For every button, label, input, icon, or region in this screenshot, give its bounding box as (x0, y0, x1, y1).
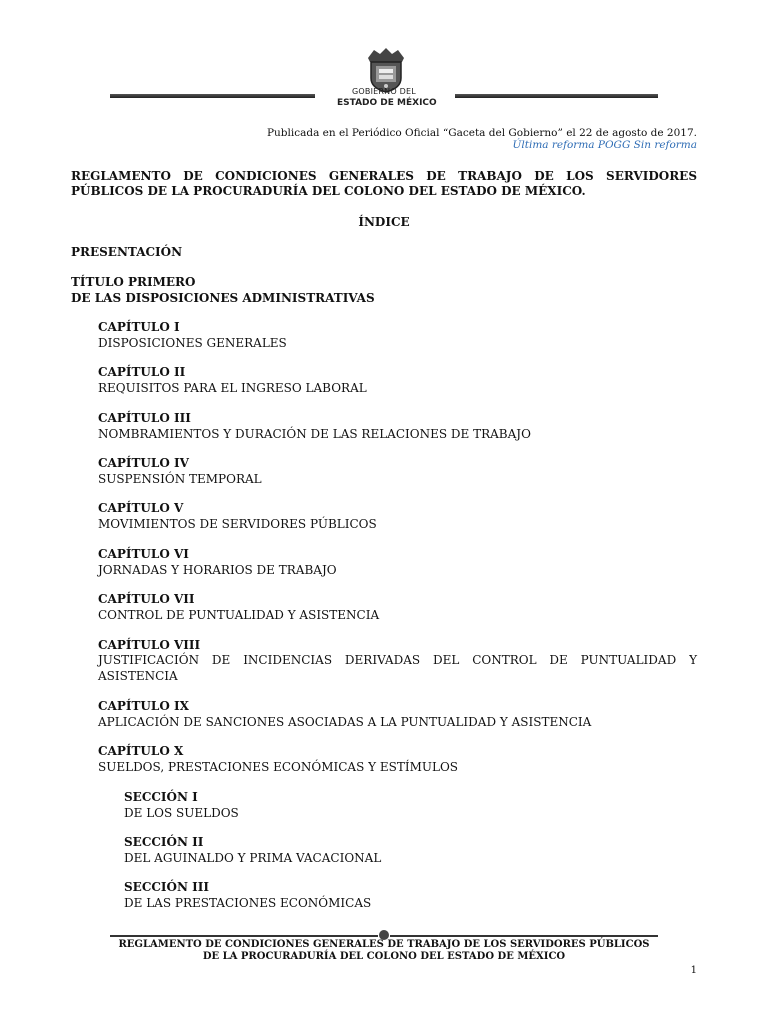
chapter-label: CAPÍTULO IX (98, 699, 189, 713)
section-label: SECCIÓN III (124, 880, 209, 894)
chapter-label: CAPÍTULO III (98, 411, 191, 425)
chapter-label: CAPÍTULO X (98, 744, 184, 758)
section-name: DE LOS SUELDOS (124, 806, 239, 820)
page-number: 1 (690, 965, 697, 976)
chapter-name: JORNADAS Y HORARIOS DE TRABAJO (98, 563, 337, 577)
chapter-name: JUSTIFICACIÓN DE INCIDENCIAS DERIVADAS DEL CONTROL DE PUNTUALIDAD Y ASISTENCIA (98, 653, 697, 683)
chapter-label: CAPÍTULO VIII (98, 638, 201, 652)
last-reform-note: Última reforma POGG Sin reforma (512, 139, 697, 151)
section-label: SECCIÓN II (124, 835, 204, 849)
chapter-label: CAPÍTULO IV (98, 456, 189, 470)
publication-note: Publicada en el Periódico Oficial “Gaceta del Gobierno” el 22 de agosto de 2017. (266, 127, 697, 139)
index-heading: ÍNDICE (358, 215, 410, 229)
chapter-label: CAPÍTULO V (98, 501, 184, 515)
chapter-name: REQUISITOS PARA EL INGRESO LABORAL (98, 381, 367, 395)
header-rule-right (455, 94, 658, 98)
section-name: DEL AGUINALDO Y PRIMA VACACIONAL (124, 851, 382, 865)
chapter-name: NOMBRAMIENTOS Y DURACIÓN DE LAS RELACIONES DE TRABAJO (98, 427, 531, 441)
footer-rule-right (390, 935, 658, 937)
chapter-label: CAPÍTULO I (98, 320, 180, 334)
chapter-label: CAPÍTULO VI (98, 547, 189, 561)
chapter-label: CAPÍTULO II (98, 365, 186, 379)
title-primero-name: DE LAS DISPOSICIONES ADMINISTRATIVAS (71, 291, 375, 305)
chapter-name: DISPOSICIONES GENERALES (98, 336, 287, 350)
title-primero-label: TÍTULO PRIMERO (71, 275, 196, 289)
chapter-name: APLICACIÓN DE SANCIONES ASOCIADAS A LA PUNTUALIDAD Y ASISTENCIA (98, 715, 592, 729)
chapter-name: CONTROL DE PUNTUALIDAD Y ASISTENCIA (98, 608, 380, 622)
document-title: REGLAMENTO DE CONDICIONES GENERALES DE TRABAJO DE LOS SERVIDORES PÚBLICOS DE LA PROCURADURÍA DEL COLONO DEL ESTADO DE MÉXICO. (71, 169, 697, 198)
chapter-name: SUELDOS, PRESTACIONES ECONÓMICAS Y ESTÍMULOS (98, 760, 459, 774)
footer-title-line1: REGLAMENTO DE CONDICIONES GENERALES DE TRABAJO DE LOS SERVIDORES PÚBLICOS (118, 939, 650, 950)
chapter-label: CAPÍTULO VII (98, 592, 195, 606)
gov-label-line2: ESTADO DE MÉXICO (337, 98, 437, 108)
section-name: DE LAS PRESTACIONES ECONÓMICAS (124, 896, 372, 910)
section-label: SECCIÓN I (124, 790, 198, 804)
chapter-name: SUSPENSIÓN TEMPORAL (98, 472, 262, 486)
header-rule-left (110, 94, 315, 98)
footer-rule-left (110, 935, 378, 937)
index-presentation: PRESENTACIÓN (71, 245, 183, 259)
footer-title-line2: DE LA PROCURADURÍA DEL COLONO DEL ESTADO DE MÉXICO (202, 951, 566, 962)
chapter-name: MOVIMIENTOS DE SERVIDORES PÚBLICOS (98, 517, 377, 531)
gov-label-line1: GOBIERNO DEL (352, 87, 416, 96)
